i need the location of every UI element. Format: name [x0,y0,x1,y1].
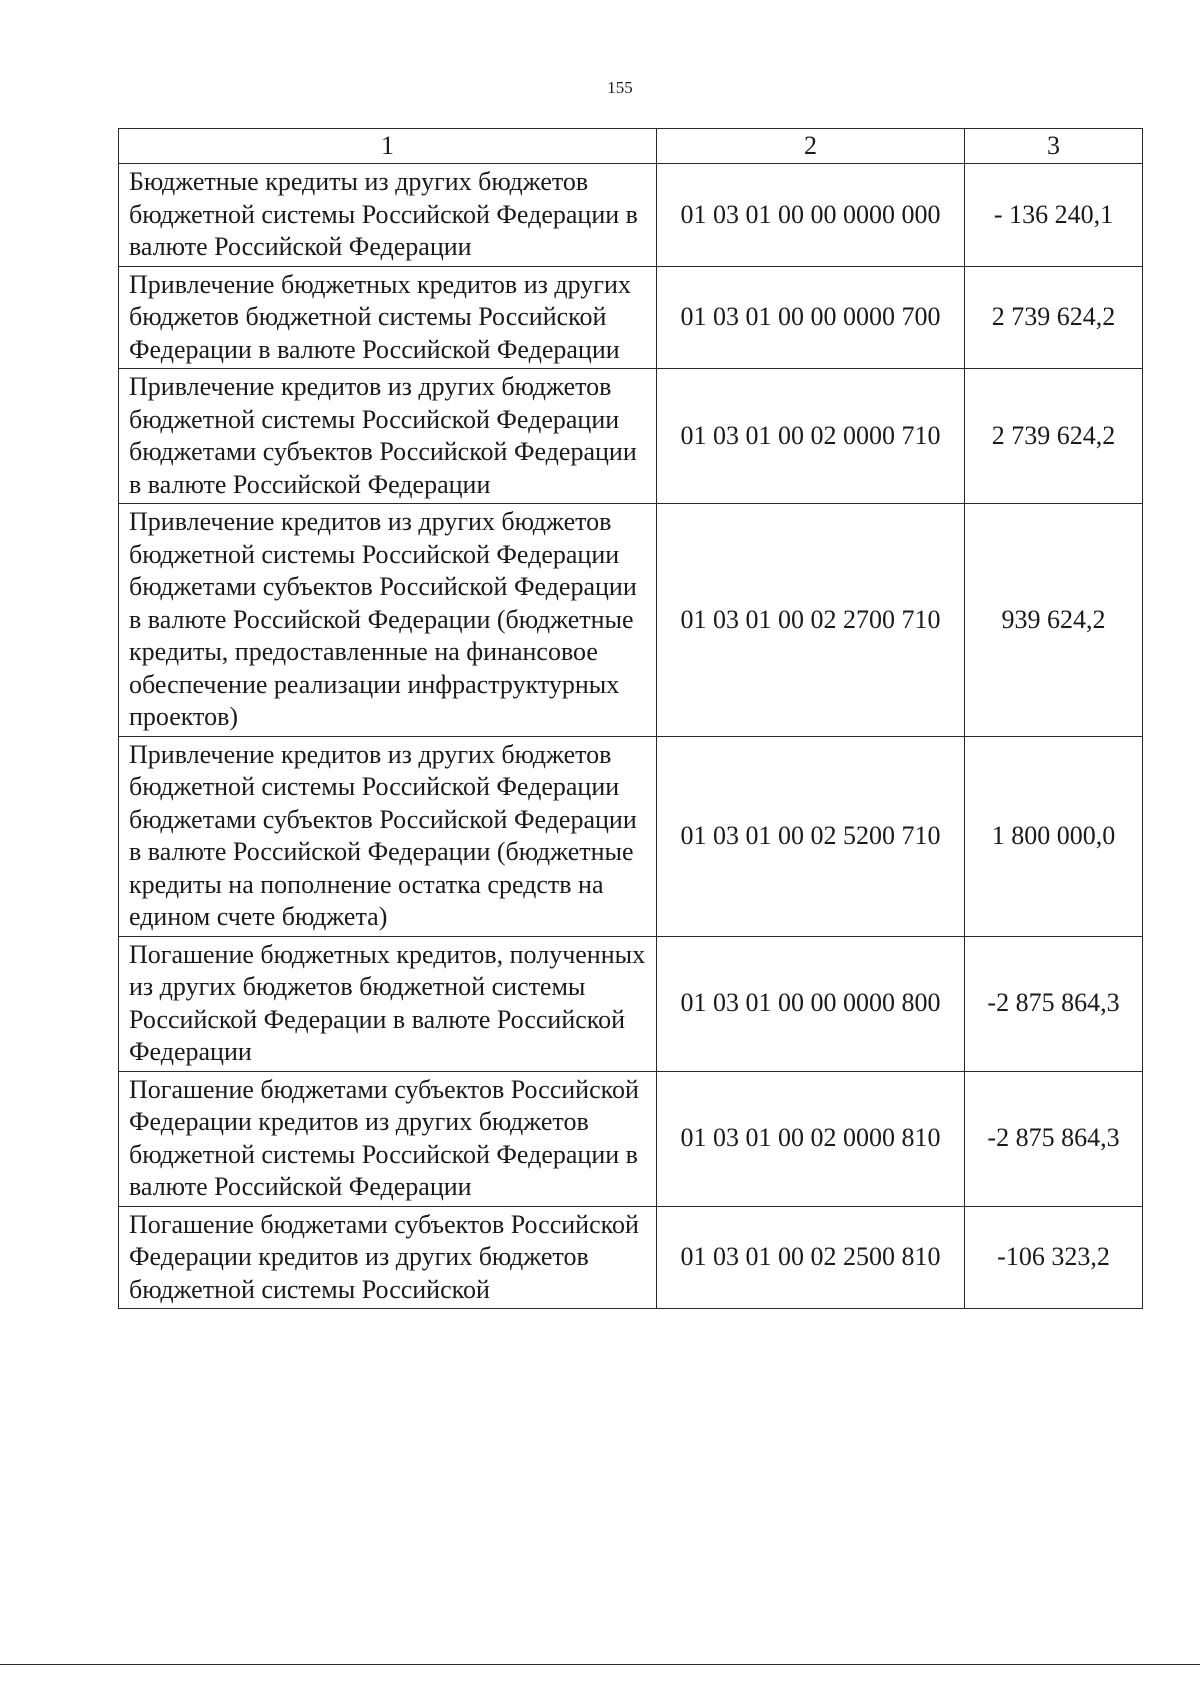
table-row [119,504,1143,737]
column-header-2: 2 [657,129,965,164]
table-row [119,266,1143,369]
row-amount: -2 875 864,3 [965,936,1143,1071]
table-row [119,1071,1143,1206]
table-row [119,369,1143,504]
row-code: 01 03 01 00 00 0000 000 [657,164,965,267]
page-number: 155 [607,78,633,97]
row-name: Привлечение кредитов из других бюджетов бюджетной системы Российской Федерации бюджетами субъектов Российской Федерации в валюте Российской Федерации (бюджетные кредиты, предоставленные на финансовое обеспечение реализации инфраструктурных проектов) [119,504,657,737]
row-amount: -106 323,2 [965,1206,1143,1309]
row-amount: 2 739 624,2 [965,369,1143,504]
row-code: 01 03 01 00 00 0000 800 [657,936,965,1071]
footer-divider [0,1664,1200,1665]
row-name: Бюджетные кредиты из других бюджетов бюджетной системы Российской Федерации в валюте Российской Федерации [119,164,657,267]
row-name: Погашение бюджетных кредитов, полученных из других бюджетов бюджетной системы Российской Федерации в валюте Российской Федерации [119,936,657,1071]
table-row [119,936,1143,1071]
table-row [119,736,1143,936]
row-name: Погашение бюджетами субъектов Российской Федерации кредитов из других бюджетов бюджетной системы Российской [119,1206,657,1309]
row-code: 01 03 01 00 02 5200 710 [657,736,965,936]
row-amount: - 136 240,1 [965,164,1143,267]
row-amount: 2 739 624,2 [965,266,1143,369]
row-name: Привлечение кредитов из других бюджетов бюджетной системы Российской Федерации бюджетами субъектов Российской Федерации в валюте Российской Федерации (бюджетные кредиты на пополнение остатка средств на едином счете бюджета) [119,736,657,936]
table-row [119,1206,1143,1309]
row-code: 01 03 01 00 00 0000 700 [657,266,965,369]
row-code: 01 03 01 00 02 2700 710 [657,504,965,737]
budget-sources-table [118,128,1143,1309]
column-header-1: 1 [119,129,657,164]
table-row [119,164,1143,267]
table-header-row [119,129,1143,164]
row-amount: 1 800 000,0 [965,736,1143,936]
row-amount: -2 875 864,3 [965,1071,1143,1206]
row-amount: 939 624,2 [965,504,1143,737]
row-code: 01 03 01 00 02 0000 810 [657,1071,965,1206]
row-code: 01 03 01 00 02 0000 710 [657,369,965,504]
row-code: 01 03 01 00 02 2500 810 [657,1206,965,1309]
row-name: Привлечение бюджетных кредитов из других бюджетов бюджетной системы Российской Федерации в валюте Российской Федерации [119,266,657,369]
column-header-3: 3 [965,129,1143,164]
row-name: Погашение бюджетами субъектов Российской Федерации кредитов из других бюджетов бюджетной системы Российской Федерации в валюте Российской Федерации [119,1071,657,1206]
row-name: Привлечение кредитов из других бюджетов бюджетной системы Российской Федерации бюджетами субъектов Российской Федерации в валюте Российской Федерации [119,369,657,504]
